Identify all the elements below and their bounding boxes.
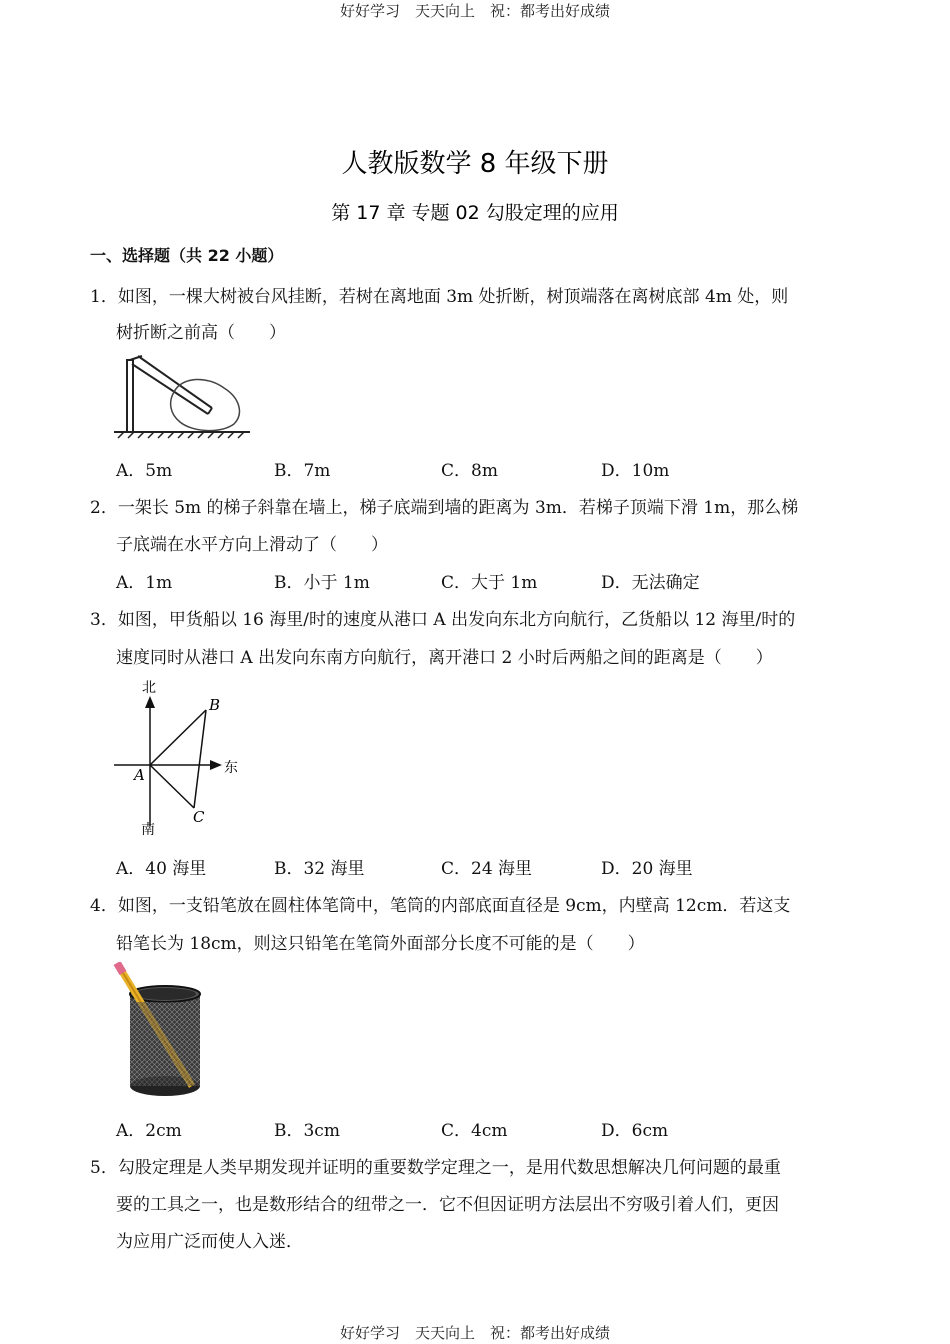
question-1-line-2: 树折断之前高（ ） xyxy=(116,323,286,343)
question-2-line-2: 子底端在水平方向上滑动了（ ） xyxy=(116,535,388,555)
figure-label-south: 南 xyxy=(141,822,155,838)
question-3-option-b: B．32 海里 xyxy=(274,859,365,879)
question-1-option-c: C．8m xyxy=(441,461,498,481)
broken-tree-figure xyxy=(112,352,252,440)
question-1-option-a: A．5m xyxy=(116,461,173,481)
question-2-option-c: C．大于 1m xyxy=(441,573,538,593)
question-2-option-b: B．小于 1m xyxy=(274,573,370,593)
question-5-line-2: 要的工具之一，也是数形结合的纽带之一．它不但因证明方法层出不穷吸引着人们，更因 xyxy=(116,1195,779,1215)
page-footer: 好好学习 天天向上 祝：都考出好成绩 xyxy=(339,1324,610,1342)
question-3-option-c: C．24 海里 xyxy=(441,859,533,879)
question-1-option-b: B．7m xyxy=(274,461,331,481)
question-1-option-d: D．10m xyxy=(601,461,670,481)
question-2-option-a: A．1m xyxy=(116,573,173,593)
figure-label-b: B xyxy=(209,696,221,714)
question-1-line-1: 1．如图，一棵大树被台风挂断，若树在离地面 3m 处折断，树顶端落在离树底部 4m 处，则 xyxy=(90,287,789,307)
question-4-line-2: 铅笔长为 18cm，则这只铅笔在笔筒外面部分长度不可能的是（ ） xyxy=(116,934,645,954)
question-3-option-d: D．20 海里 xyxy=(601,859,693,879)
figure-label-c: C xyxy=(193,808,205,826)
figure-label-east: 东 xyxy=(224,760,238,776)
question-3-line-2: 速度同时从港口 A 出发向东南方向航行，离开港口 2 小时后两船之间的距离是（ ） xyxy=(116,648,773,668)
question-4-option-c: C．4cm xyxy=(441,1121,508,1141)
question-2-line-1: 2．一架长 5m 的梯子斜靠在墙上，梯子底端到墙的距离为 3m．若梯子顶端下滑 1m，那么梯 xyxy=(90,498,799,518)
figure-label-a: A xyxy=(134,766,145,784)
question-4-line-1: 4．如图，一支铅笔放在圆柱体笔筒中，笔筒的内部底面直径是 9cm，内壁高 12cm．若这支 xyxy=(90,896,791,916)
figure-label-north: 北 xyxy=(142,680,156,696)
page-title: 人教版数学 8 年级下册 xyxy=(341,149,609,179)
question-2-option-d: D．无法确定 xyxy=(601,573,700,593)
question-4-option-d: D．6cm xyxy=(601,1121,669,1141)
page-subtitle: 第 17 章 专题 02 勾股定理的应用 xyxy=(331,202,619,224)
pencil-holder-figure xyxy=(112,962,212,1102)
question-4-option-b: B．3cm xyxy=(274,1121,340,1141)
question-3-option-a: A．40 海里 xyxy=(116,859,207,879)
question-5-line-1: 5．勾股定理是人类早期发现并证明的重要数学定理之一，是用代数思想解决几何问题的最重 xyxy=(90,1158,781,1178)
ship-route-figure xyxy=(110,676,250,841)
question-5-line-3: 为应用广泛而使人入迷． xyxy=(116,1232,303,1252)
section-heading: 一、选择题（共 22 小题） xyxy=(90,246,284,265)
question-3-line-1: 3．如图，甲货船以 16 海里/时的速度从港口 A 出发向东北方向航行，乙货船以 12 海里/时的 xyxy=(90,610,796,630)
question-4-option-a: A．2cm xyxy=(116,1121,182,1141)
page-header: 好好学习 天天向上 祝：都考出好成绩 xyxy=(339,2,610,20)
